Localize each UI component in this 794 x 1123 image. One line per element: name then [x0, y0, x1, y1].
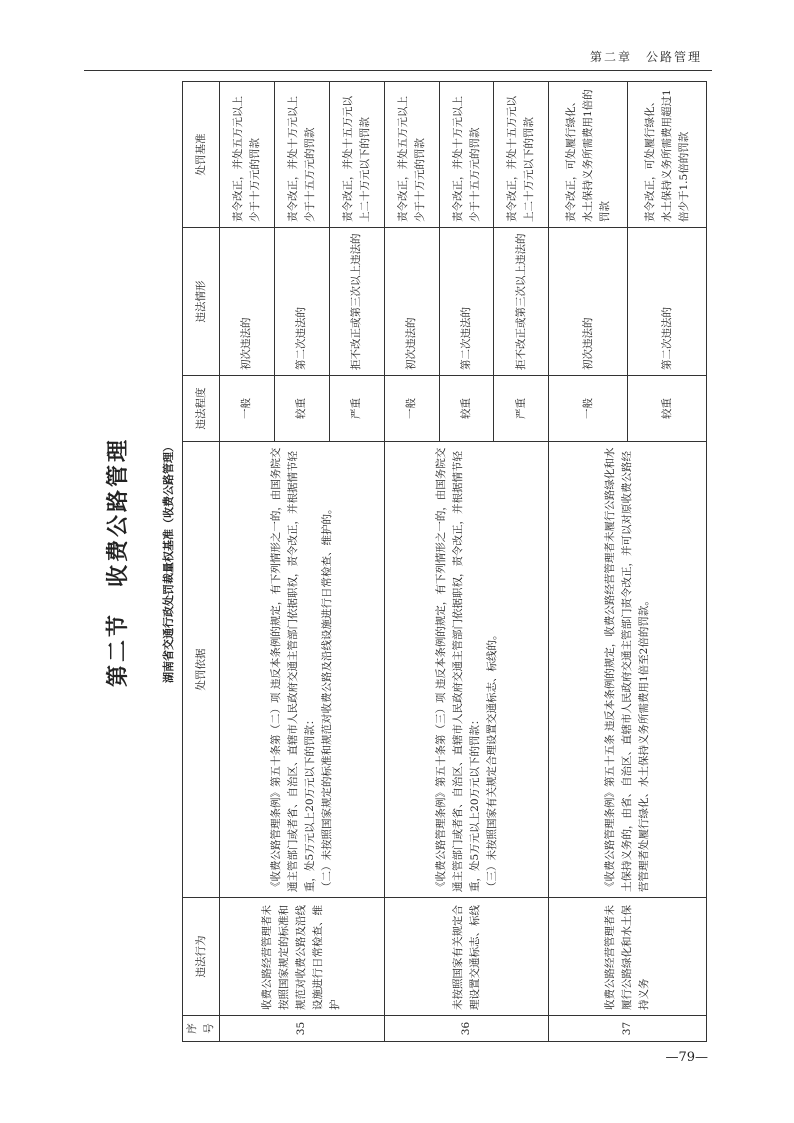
circumstance: 拒不改正或第三次以上违法的 — [494, 228, 549, 376]
standard: 责令改正，并处十万元以上少于十五万元的罚款 — [274, 82, 329, 228]
rotated-content — [84, 82, 712, 1042]
circumstance: 第二次违法的 — [628, 228, 707, 376]
penalty-table — [182, 81, 707, 1042]
col-header-basis: 处罚依据 — [183, 442, 220, 898]
standard: 责令改正，可处履行绿化、水土保持义务所需费用超过1倍少于1.5倍的罚款 — [628, 82, 707, 228]
degree: 一般 — [384, 376, 439, 442]
basis-paragraph: 《收费公路管理条例》第五十条第（三）项 违反本条例的规定，有下列情形之一的，由国务院交通主管部门或者省、自治区、直辖市人民政府交通主管部门依据职权，责令改正，并根据情节轻重，处5万元以上20万元以下的罚款： — [434, 447, 481, 892]
penalty-basis — [220, 442, 385, 898]
standard: 责令改正，并处十五万元以上二十万元以下的罚款 — [329, 82, 384, 228]
table-row — [384, 82, 439, 1042]
degree: 较重 — [274, 376, 329, 442]
standard: 责令改正，并处十五万元以上二十万元以下的罚款 — [494, 82, 549, 228]
standard: 责令改正，并处五万元以上少于十万元的罚款 — [384, 82, 439, 228]
violation-act: 收费公路经营管理者未按照国家规定的标准和规范对收费公路及沿线设施进行日常检查、维护 — [220, 898, 385, 1016]
section-title: 第二节 收费公路管理 — [106, 437, 131, 688]
degree: 严重 — [494, 376, 549, 442]
penalty-basis — [549, 442, 707, 898]
degree: 一般 — [549, 376, 628, 442]
penalty-basis — [384, 442, 549, 898]
penalty-table-wrapper — [182, 82, 707, 1042]
item-no: 36 — [384, 1016, 549, 1042]
circumstance: 第二次违法的 — [274, 228, 329, 376]
degree: 较重 — [628, 376, 707, 442]
standard: 责令改正，并处十万元以上少于十五万元的罚款 — [439, 82, 494, 228]
running-header — [84, 40, 712, 71]
degree: 一般 — [220, 376, 275, 442]
circumstance: 初次违法的 — [220, 228, 275, 376]
degree: 较重 — [439, 376, 494, 442]
item-no: 35 — [220, 1016, 385, 1042]
violation-act: 收费公路经营管理者未履行公路绿化和水土保持义务 — [549, 898, 707, 1016]
circumstance: 初次违法的 — [384, 228, 439, 376]
degree: 严重 — [329, 376, 384, 442]
basis-paragraph: 《收费公路管理条例》第五十五条 违反本条例的规定，收费公路经营管理者未履行公路绿化和水土保持义务的，由省、自治区、直辖市人民政府交通主管部门责令改正，并可以对原收费公路经营管理者处履行绿化、水土保持义务所需费用1倍至2倍的罚款。 — [604, 447, 651, 892]
table-row — [549, 82, 628, 1042]
standard: 责令改正，并处五万元以上少于十万元的罚款 — [220, 82, 275, 228]
table-title: 湖南省交通行政处罚裁量权基准（收费公路管理） — [162, 441, 175, 683]
basis-paragraph: （三）未按照国家有关规定合理设置交通标志、标线的。 — [485, 629, 498, 892]
circumstance: 第二次违法的 — [439, 228, 494, 376]
col-header-standard: 处罚基准 — [183, 82, 220, 228]
basis-paragraph: 《收费公路管理条例》第五十条第（二）项 违反本条例的规定，有下列情形之一的，由国务院交通主管部门或者省、自治区、直辖市人民政府交通主管部门依据职权，责令改正，并根据情节轻重，处5万元以上20万元以下的罚款： — [269, 447, 316, 892]
col-header-circumstance: 违法情形 — [183, 228, 220, 376]
col-header-no: 序号 — [183, 1016, 220, 1042]
violation-act: 未按照国家有关规定合理设置交通标志、标线 — [384, 898, 549, 1016]
chapter-title: 第二章 公路管理 — [589, 50, 702, 64]
page-number: —79— — [665, 1050, 708, 1065]
col-header-degree: 违法程度 — [183, 376, 220, 442]
basis-paragraph: （二）未按照国家规定的标准和规范对收费公路及沿线设施进行日常检查、维护的。 — [320, 503, 333, 892]
circumstance: 初次违法的 — [549, 228, 628, 376]
item-no: 37 — [549, 1016, 707, 1042]
col-header-act: 违法行为 — [183, 898, 220, 1016]
table-row — [220, 82, 275, 1042]
table-header-row — [183, 82, 220, 1042]
standard: 责令改正，可处履行绿化、水土保持义务所需费用1倍的罚款 — [549, 82, 628, 228]
circumstance: 拒不改正或第三次以上违法的 — [329, 228, 384, 376]
